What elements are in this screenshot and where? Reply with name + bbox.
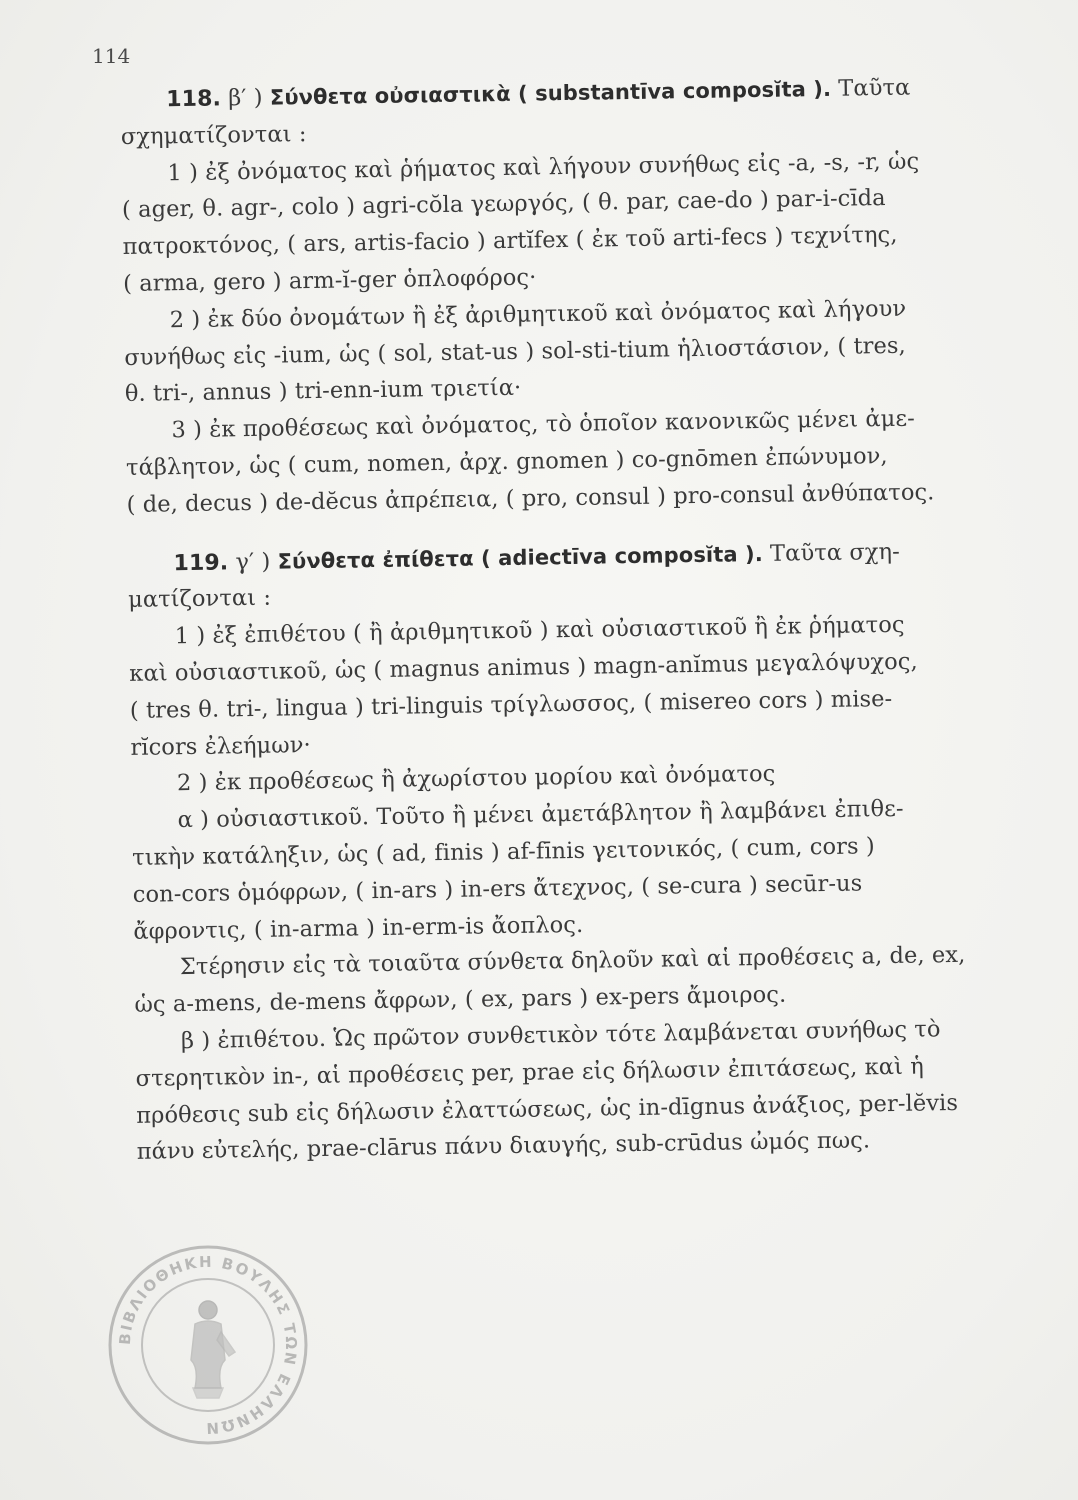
text-line: β ) ἐπιθέτου. Ὡς πρῶτον συνθετικὸν τότε λαμβάνεται συνήθως τὸ xyxy=(180,1016,941,1055)
text-block xyxy=(120,68,1007,1171)
text-line: στερητικὸν in-, αἱ προθέσεις per, prae εἰς δήλωσιν ἐπιτάσεως, καὶ ἡ xyxy=(135,1053,924,1092)
text-line: Στέρησιν εἰς τὰ τοιαῦτα σύνθετα δηλοῦν καὶ αἱ προθέσεις a, de, ex, xyxy=(179,942,966,981)
text-line: ἄφροντις, ( in-arma ) in-erm-is ἄοπλος. xyxy=(133,911,584,945)
text-line: πατροκτόνος, ( ars, artis-facio ) artĭfex ( ἐκ τοῦ arti-fecs ) τεχνίτης, xyxy=(122,221,898,261)
text-line: ( tres θ. tri-, lingua ) tri-linguis τρίγλωσσος, ( misereo cors ) mise- xyxy=(129,685,893,724)
text-line: ματίζονται : xyxy=(127,585,272,614)
text-line: συνήθως εἰς -ium, ὡς ( sol, stat-us ) sol-sti-tium ἡλιοστάσιον, ( tres, xyxy=(124,332,906,371)
stamp-ring-text: ΒΙΒΛΙΟΘΗΚΗ ΒΟΥΛΗΣ ΤΩΝ ΕΛΛΗΝΩΝ xyxy=(115,1252,301,1438)
section-number: 118. xyxy=(166,86,222,113)
text-line: τάβλητον, ὡς ( cum, nomen, ἀρχ. gnomen ) co-gnōmen ἐπώνυμον, xyxy=(125,442,888,481)
library-stamp xyxy=(103,1240,313,1450)
heading-rest: Ταῦτα σχη- xyxy=(762,538,901,567)
text-line: καὶ οὐσιαστικοῦ, ὡς ( magnus animus ) magn-anĭmus μεγαλόψυχος, xyxy=(129,648,918,687)
heading-title: Σύνθετα ἐπίθετα ( adiectīva composĭta ). xyxy=(277,541,764,574)
text-line: ( arma, gero ) arm-ĭ-ger ὁπλοφόρος· xyxy=(122,264,537,297)
text-line: ὡς a-mens, de-mens ἄφρων, ( ex, pars ) ex-pers ἄμοιρος. xyxy=(134,981,787,1019)
text-line: α ) οὐσιαστικοῦ. Τοῦτο ἢ μένει ἀμετάβλητον ἢ λαμβάνει ἐπιθε- xyxy=(177,795,904,834)
text-line: πάνυ εὐτελής, prae-clārus πάνυ διαυγής, sub-crūdus ὠμός πως. xyxy=(136,1127,871,1166)
text-line: τικὴν κατάληξιν, ὡς ( ad, finis ) af-fīnis γειτονικός, ( cum, cors ) xyxy=(131,833,876,871)
text-line: 3 ) ἐκ προθέσεως καὶ ὀνόματος, τὸ ὁποῖον κανονικῶς μένει ἀμε- xyxy=(171,405,916,444)
text-line: θ. tri-, annus ) tri-enn-ium τριετία· xyxy=(124,375,522,408)
text-line: πρόθεσις sub εἰς δήλωσιν ἐλαττώσεως, ὡς in-dīgnus ἀνάξιος, per-lĕvis xyxy=(136,1089,959,1129)
heading-prefix: β′ ) xyxy=(220,84,271,112)
text-line: σχηματίζονται : xyxy=(120,120,307,150)
text-line: 2 ) ἐκ δύο ὀνομάτων ἢ ἐξ ἀριθμητικοῦ καὶ ὀνόματος καὶ λήγουν xyxy=(169,295,907,334)
text-line: 1 ) ἐξ ὀνόματος καὶ ῥήματος καὶ λήγουν συνήθως εἰς -a, -s, -r, ὡς xyxy=(167,148,920,186)
text-line: ( ager, θ. agr-, colo ) agri-cŏla γεωργός, ( θ. par, cae-do ) par-i-cīda xyxy=(121,185,886,224)
section-number: 119. xyxy=(173,549,229,576)
heading-prefix: γ′ ) xyxy=(228,548,278,575)
heading-title: Σύνθετα οὐσιαστικὰ ( substantīva composĭta ). xyxy=(269,76,832,110)
text-line: con-cors ὁμόφρων, ( in-ars ) in-ers ἄτεχνος, ( se-cura ) secūr-us xyxy=(132,870,863,908)
heading-rest: Ταῦτα xyxy=(830,74,911,102)
text-line: 1 ) ἐξ ἐπιθέτου ( ἢ ἀριθμητικοῦ ) καὶ οὐσιαστικοῦ ἢ ἐκ ῥήματος xyxy=(174,611,905,650)
text-line: rĭcors ἐλεήμων· xyxy=(130,731,311,761)
section-118 xyxy=(120,68,997,523)
text-line: ( de, decus ) de-dĕcus ἀπρέπεια, ( pro, consul ) pro-consul ἀνθύπατος. xyxy=(126,479,935,518)
text-line: 2 ) ἐκ προθέσεως ἢ ἀχωρίστου μορίου καὶ ὀνόματος xyxy=(176,761,776,797)
section-119 xyxy=(127,532,1007,1171)
stamp-figure-icon xyxy=(191,1301,235,1398)
page-number: 114 xyxy=(92,44,131,68)
